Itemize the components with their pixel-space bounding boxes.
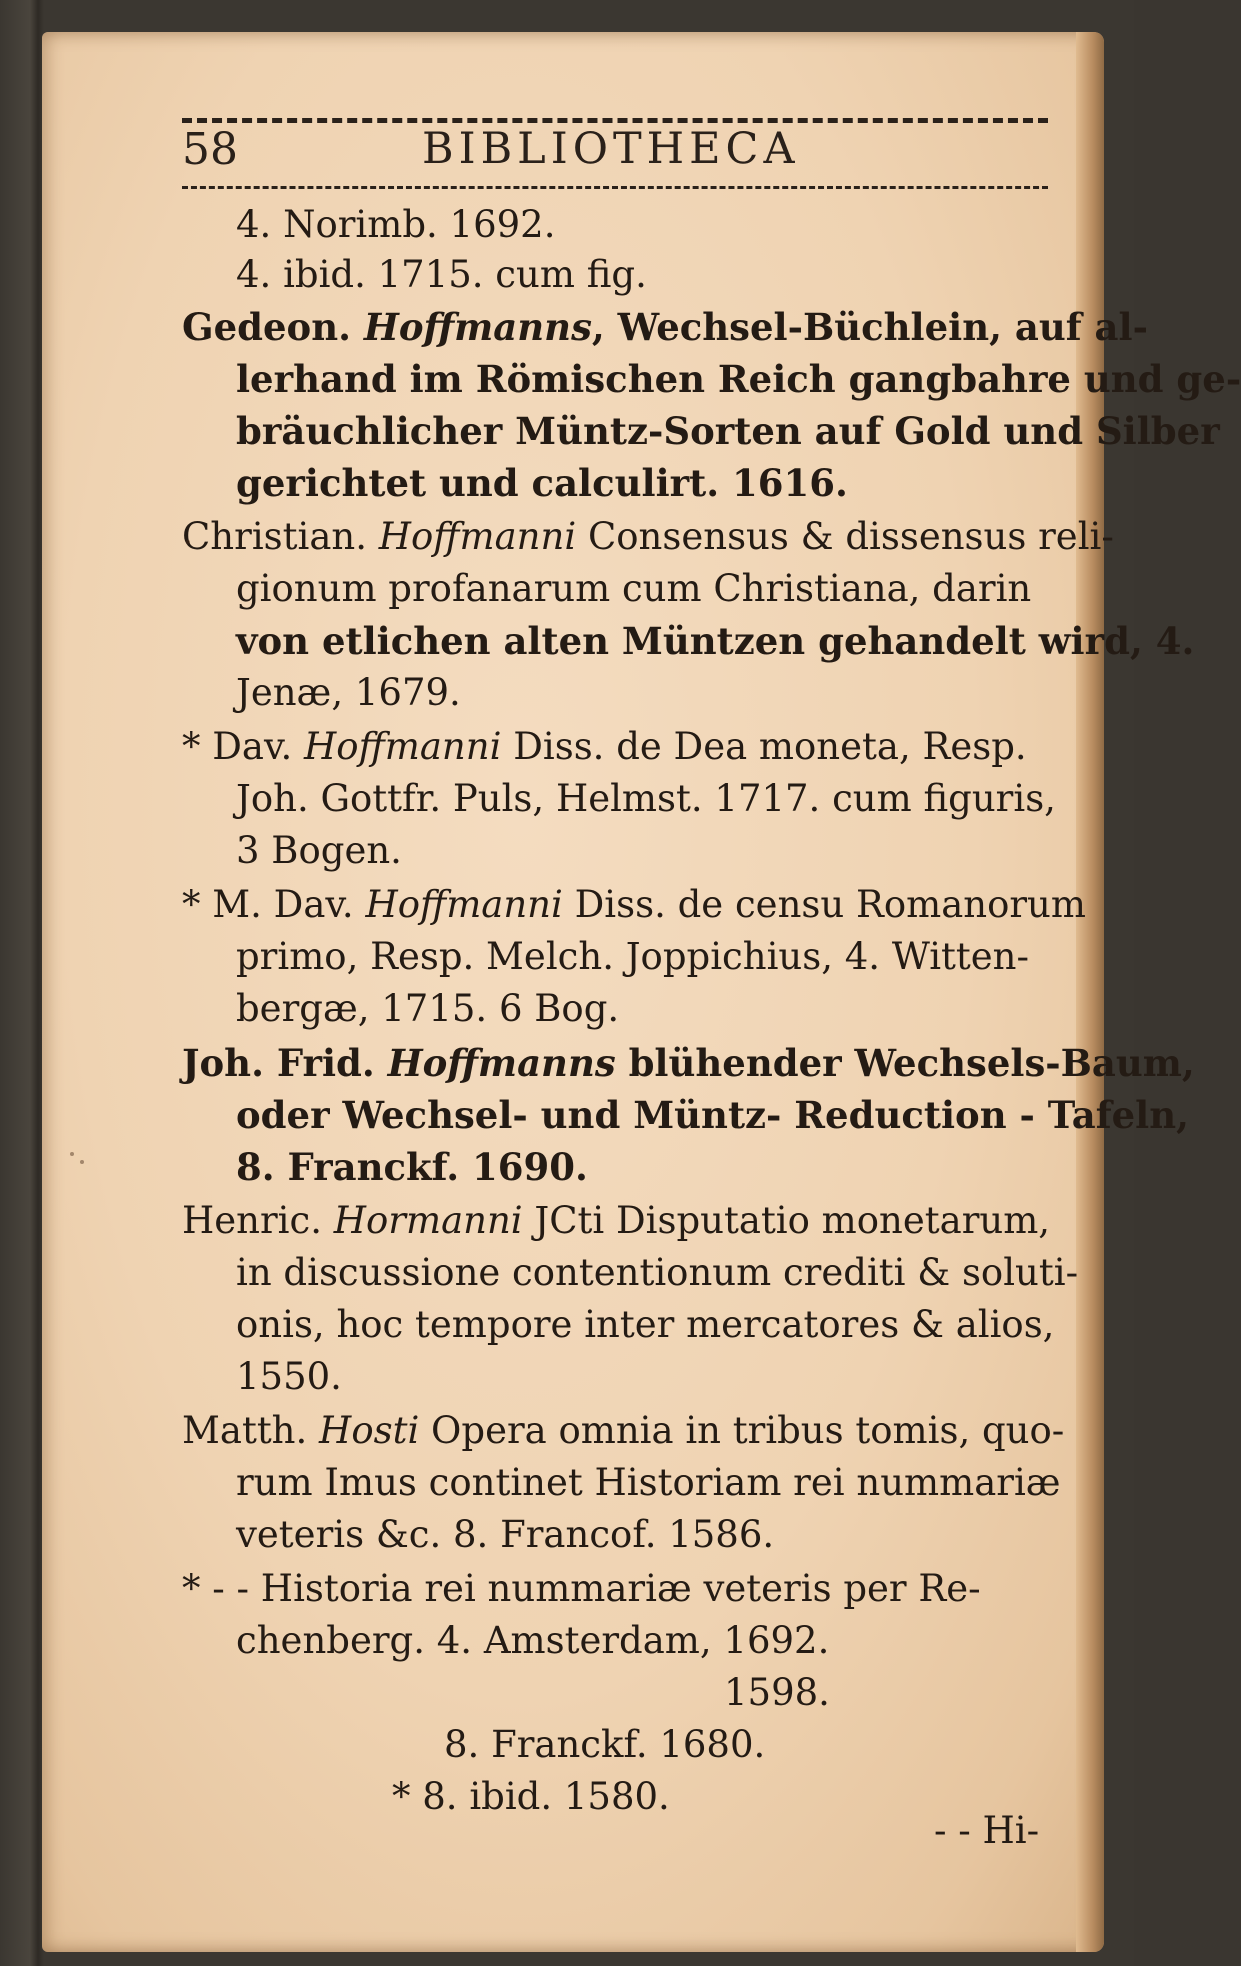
entry-author: Hoffmanns [363,305,592,349]
asterisk-mark: * [182,725,201,768]
text-line [444,1720,765,1770]
line-text: 4. Norimb. 1692. [236,203,556,246]
entry-title: Diss. de censu Romanorum [574,883,1086,926]
entry-forename: Henric. [182,1199,322,1242]
entry-forename: Gedeon. [182,305,352,349]
asterisk-mark: * [182,883,201,926]
line-text: bergæ, 1715. 6 Bog. [236,987,620,1030]
entry-author: Hoffmanni [365,883,563,926]
entry-author: Hoffmanns [387,1041,616,1085]
text-line [236,616,1194,666]
line-text: 8. Franckf. 1690. [236,1145,588,1189]
text-line [392,1772,670,1822]
entry-title: , Wechsel-Büchlein, auf al- [591,305,1148,349]
text-line [236,668,461,718]
line-text: lerhand im Römischen Reich gangbahre und ge- [236,357,1241,401]
text-line [236,458,848,508]
entry-heading-line [182,1038,1195,1088]
text-line [236,200,555,250]
line-text: in discussione contentionum crediti & soluti- [236,1251,1079,1294]
line-text: 8. ibid. 1580. [422,1775,670,1818]
line-text: von etlichen alten Müntzen gehandelt wird, 4. [236,619,1195,663]
text-line [236,406,1220,456]
text-line [236,1458,1061,1508]
entry-author: Hormanni [333,1199,523,1242]
line-text: onis, hoc tempore inter mercatores & alios, [236,1303,1055,1346]
text-line [724,1668,830,1718]
entry-forename: Dav. [212,725,293,768]
text-line [236,1142,588,1192]
entry-heading-line [182,1406,1064,1456]
line-text: oder Wechsel- und Müntz- Reduction - Tafeln, [236,1093,1189,1137]
asterisk-mark: * [392,1775,411,1818]
entry-author: Hoffmanni [304,725,502,768]
text-line [236,250,647,300]
entry-title: Consensus & dissensus reli- [587,515,1114,558]
text-line [236,1510,774,1560]
asterisk-mark: * [182,1567,201,1610]
catchword-text: - - Hi- [934,1809,1040,1852]
text-line [236,774,1056,824]
line-text: veteris &c. 8. Francof. 1586. [236,1513,775,1556]
text-line [236,564,1031,614]
entry-heading-line [182,302,1148,352]
line-text: primo, Resp. Melch. Joppichius, 4. Witten- [236,935,1030,978]
line-text: gerichtet und calculirt. 1616. [236,461,848,505]
paper-speck [186,540,190,544]
catchword [934,1806,1039,1856]
text-line [236,1300,1054,1350]
entry-heading-line [182,880,1086,930]
text-line [236,984,619,1034]
line-text: Jenæ, 1679. [236,671,461,714]
line-text: Joh. Gottfr. Puls, Helmst. 1717. cum figuris, [236,777,1056,820]
line-text: chenberg. 4. Amsterdam, 1692. [236,1619,830,1662]
entry-forename: Christian. [182,515,367,558]
line-text: gionum profanarum cum Christiana, darin [236,567,1032,610]
entry-title: Diss. de Dea moneta, Resp. [513,725,1027,768]
entry-heading-line [182,1196,1050,1246]
entry-title: Opera omnia in tribus tomis, quo- [431,1409,1065,1452]
paper-speck [80,1160,84,1164]
line-text: bräuchlicher Müntz-Sorten auf Gold und Silber [236,409,1220,453]
text-line [236,932,1029,982]
entry-title: blühender Wechsels-Baum, [628,1041,1195,1085]
text-line [236,1090,1189,1140]
running-title: BIBLIOTHECA [422,124,800,174]
text-line [236,354,1241,404]
ditto-mark: - - [212,1567,250,1610]
entry-heading-line [182,722,1027,772]
text-line [236,1616,829,1666]
paper-speck [70,1152,74,1156]
line-text: 1550. [236,1355,342,1398]
line-text: rum Imus continet Historiam rei nummariæ [236,1461,1061,1504]
entry-title: Historia rei nummariæ veteris per Re- [260,1567,981,1610]
text-line [236,1352,342,1402]
entry-title: JCti Disputatio monetarum, [534,1199,1051,1242]
entry-author: Hosti [319,1409,420,1452]
line-text: 4. ibid. 1715. cum fig. [236,253,647,296]
line-text: 1598. [724,1671,830,1714]
page-number: 58 [182,124,238,175]
line-text: 8. Franckf. 1680. [444,1723,766,1766]
text-line [236,826,402,876]
entry-forename: Matth. [182,1409,308,1452]
entry-author: Hoffmanni [378,515,577,558]
entry-heading-line [182,1564,981,1614]
entry-forename: M. Dav. [212,883,354,926]
entry-forename: Joh. Frid. [182,1041,375,1085]
text-line [236,1248,1078,1298]
entry-heading-line [182,512,1114,562]
line-text: 3 Bogen. [236,829,402,872]
